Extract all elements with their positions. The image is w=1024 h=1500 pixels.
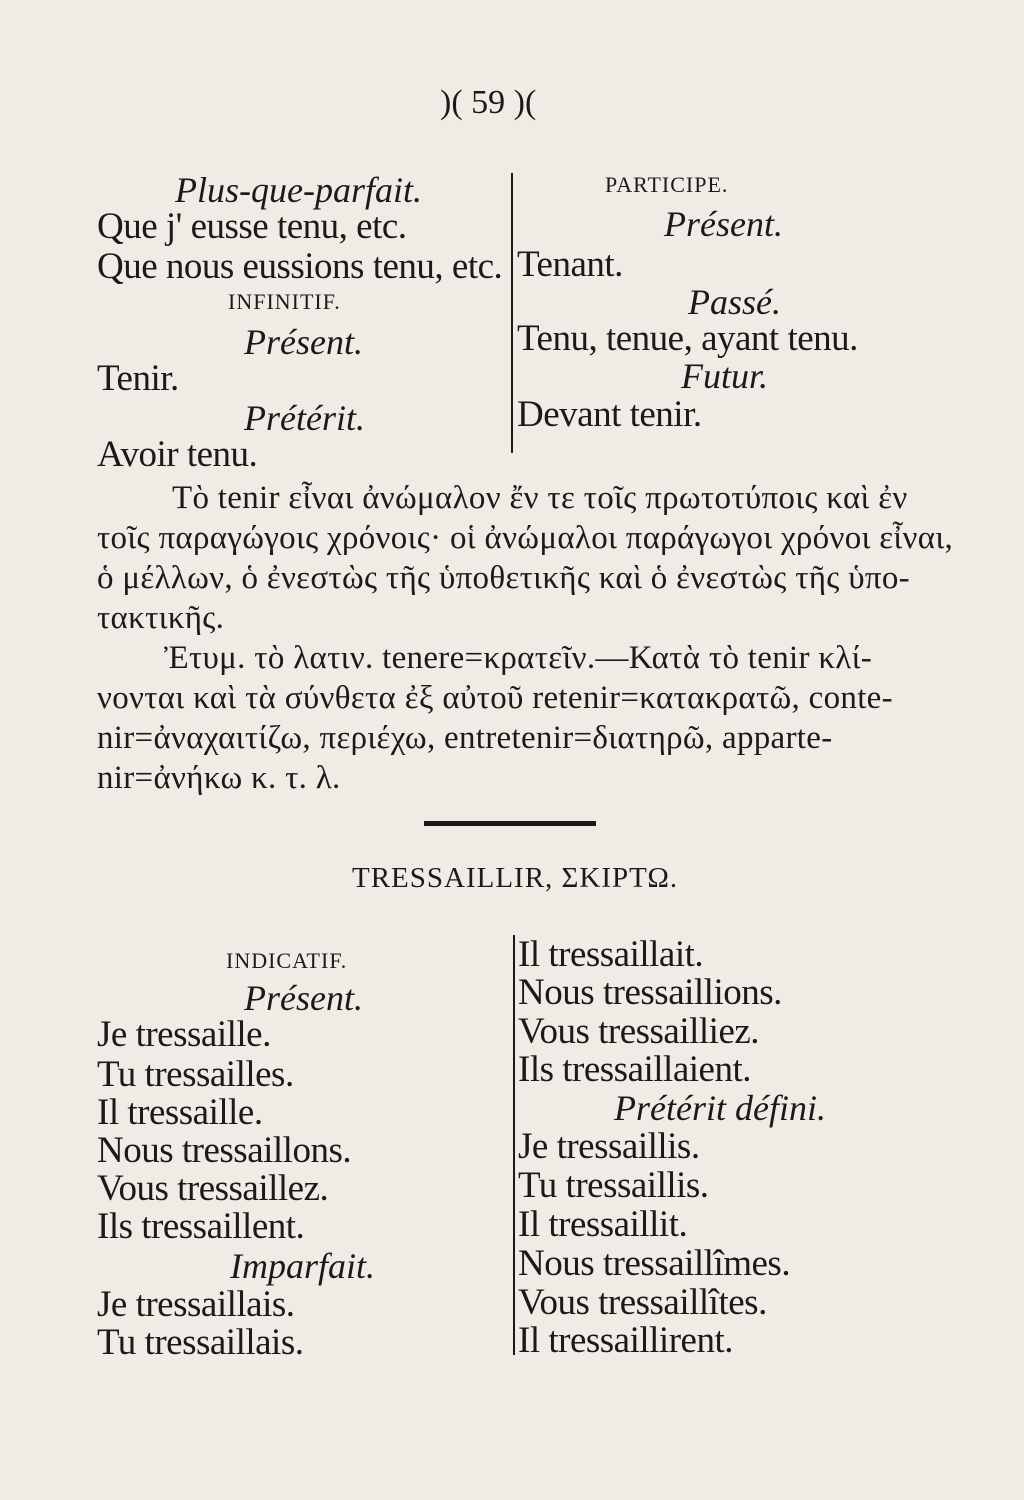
- paragraph-line: ὁ μέλλων, ὁ ἐνεστὼς τῆς ὑποθετικῆς καὶ ὁ ἐνεστὼς τῆς ὑπο-: [97, 560, 910, 596]
- conjugation-line: Vous tressailliez.: [518, 1011, 760, 1052]
- paragraph-line: νονται καὶ τὰ σύνθετα ἐξ αὐτοῦ retenir=κατακρατῶ, conte-: [97, 680, 893, 716]
- heading-infinitif: INFINITIF.: [228, 289, 341, 314]
- paragraph-line: τακτικῆς.: [97, 600, 225, 636]
- column-divider: [513, 935, 515, 1355]
- paragraph-line: nir=ἀναχαιτίζω, περιέχω, entretenir=διατηρῶ, apparte-: [97, 720, 833, 756]
- heading-participe: PARTICIPE.: [605, 172, 729, 197]
- heading-plus-que-parfait: Plus-que-parfait.: [175, 170, 422, 210]
- column-divider: [511, 173, 513, 453]
- conjugation-line: Avoir tenu.: [97, 434, 258, 475]
- conjugation-line: Que nous eussions tenu, etc.: [97, 246, 503, 287]
- conjugation-line: Nous tressaillions.: [518, 972, 782, 1013]
- conjugation-line: Tenu, tenue, ayant tenu.: [517, 318, 858, 359]
- conjugation-line: Tu tressaillais.: [97, 1322, 304, 1363]
- heading-preterit-defini: Prétérit défini.: [614, 1088, 826, 1128]
- heading-imparfait: Imparfait.: [230, 1246, 376, 1286]
- conjugation-line: Ils tressaillaient.: [518, 1049, 751, 1090]
- conjugation-line: Nous tressaillons.: [97, 1130, 352, 1171]
- conjugation-line: Il tressaillirent.: [518, 1320, 733, 1361]
- conjugation-line: Tu tressailles.: [97, 1054, 294, 1095]
- paragraph-line: Ἐτυμ. τὸ λατιν. tenere=κρατεῖν.—Κατὰ τὸ tenir κλί-: [164, 640, 873, 676]
- conjugation-line: Devant tenir.: [517, 394, 702, 435]
- heading-present: Présent.: [664, 204, 783, 244]
- conjugation-line: Que j' eusse tenu, etc.: [97, 206, 407, 247]
- page-number: )( 59 )(: [440, 84, 537, 121]
- heading-preterit: Prétérit.: [244, 398, 365, 438]
- section-divider: [424, 821, 596, 826]
- heading-futur: Futur.: [681, 356, 769, 396]
- paragraph-line: Τὸ tenir εἶναι ἀνώμαλον ἔν τε τοῖς πρωτοτύποις καὶ ἐν: [172, 480, 908, 516]
- paragraph-line: nir=ἀνήκω κ. τ. λ.: [97, 760, 341, 796]
- heading-present: Présent.: [244, 322, 363, 362]
- heading-present: Présent.: [244, 978, 363, 1018]
- conjugation-line: Vous tressaillez.: [97, 1168, 329, 1209]
- conjugation-line: Je tressaillais.: [97, 1284, 295, 1325]
- conjugation-line: Nous tressaillîmes.: [518, 1243, 791, 1284]
- conjugation-line: Il tressaillait.: [518, 934, 704, 975]
- paragraph-line: τοῖς παραγώγοις χρόνοις· οἱ ἀνώμαλοι παράγωγοι χρόνοι εἶναι,: [97, 520, 954, 556]
- heading-indicatif: INDICATIF.: [226, 948, 348, 973]
- conjugation-line: Tenir.: [97, 358, 179, 399]
- conjugation-line: Ils tressaillent.: [97, 1206, 305, 1247]
- conjugation-line: Il tressaillit.: [518, 1204, 688, 1245]
- conjugation-line: Vous tressaillîtes.: [518, 1282, 767, 1323]
- conjugation-line: Je tressaillis.: [518, 1126, 700, 1167]
- conjugation-line: Tu tressaillis.: [518, 1165, 709, 1206]
- section-title: TRESSAILLIR, ΣΚΙΡΤΩ.: [352, 862, 679, 894]
- heading-passe: Passé.: [688, 282, 781, 322]
- conjugation-line: Il tressaille.: [97, 1092, 263, 1133]
- conjugation-line: Tenant.: [517, 244, 623, 285]
- conjugation-line: Je tressaille.: [97, 1014, 271, 1055]
